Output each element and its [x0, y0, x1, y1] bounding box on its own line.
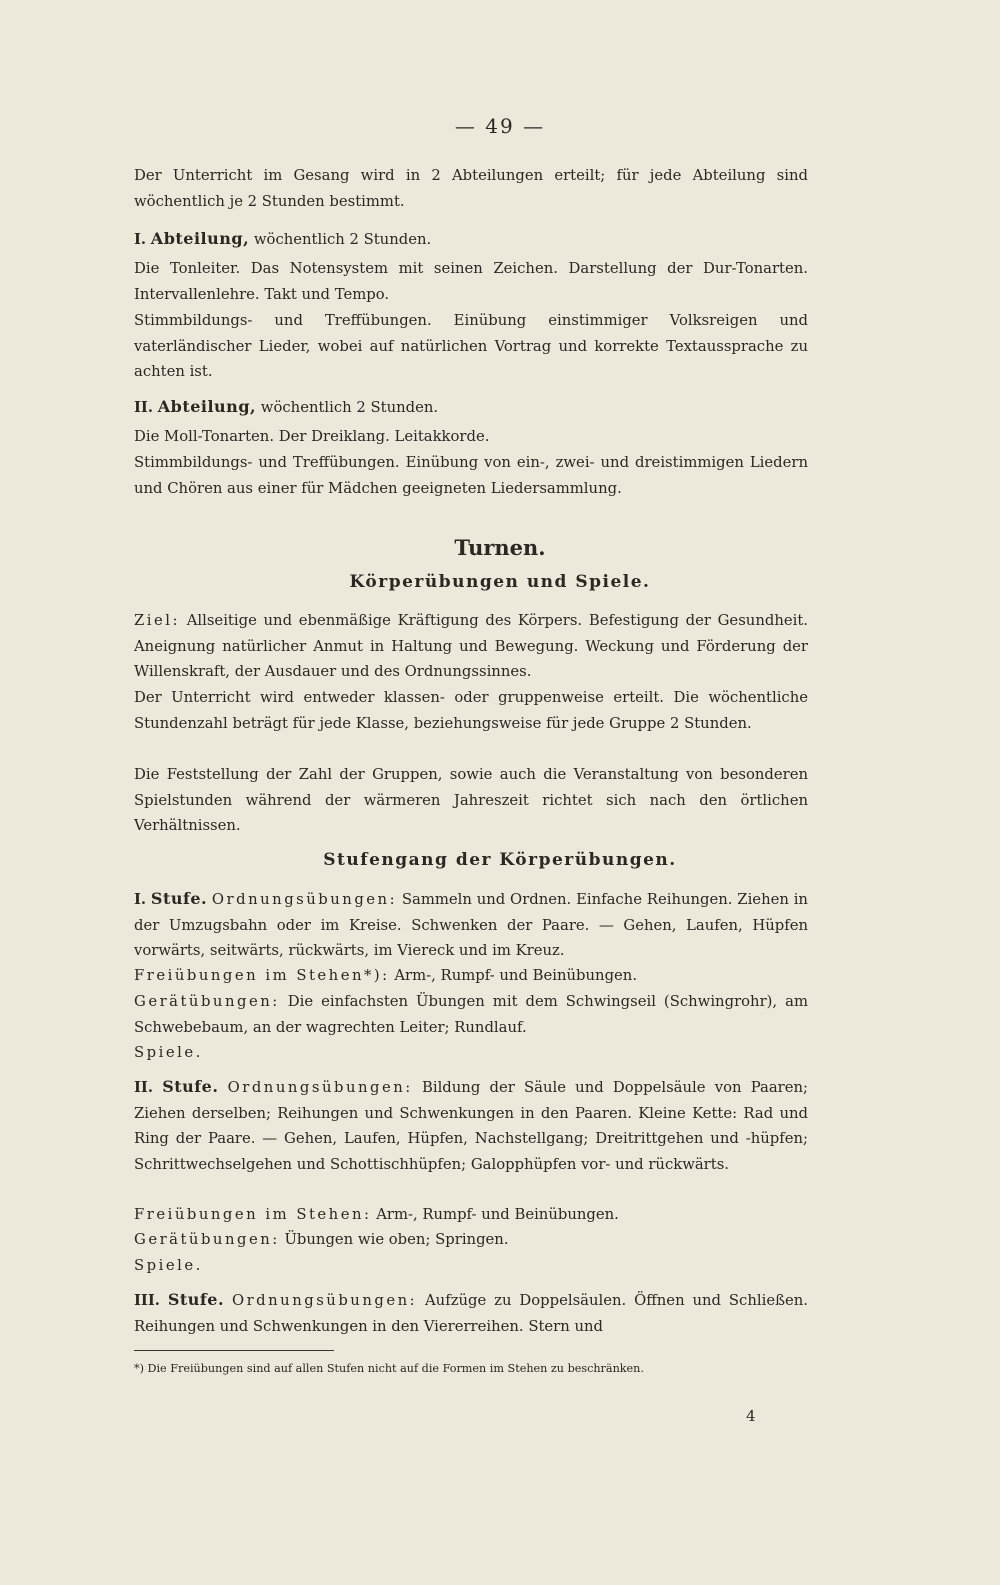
stufe1-frei-text: Arm-, Rumpf- und Beinübungen.: [394, 967, 638, 984]
stufe2-ord-label: Ordnungsübungen:: [227, 1079, 413, 1096]
feststellung-paragraph: [134, 762, 808, 839]
abteilung-2-p1: [134, 424, 808, 450]
stufe2-ger-text: Übungen wie oben; Springen.: [284, 1231, 509, 1248]
abt2-rest: wöchentlich 2 Stunden.: [260, 399, 439, 416]
ziel-text: Allseitige und ebenmäßige Kräftigung des Körpers. Befestigung der Gesundheit. Aneignung natürlicher Anmut in Haltung und Bewegung. Weckung und Förderung der Willenskraft, der Ausdauer und des Ordnungssinnes.: [134, 612, 808, 681]
stufe-1-frei: [134, 963, 808, 989]
stufe1-ger-text: Die einfachsten Übungen mit dem Schwingseil (Schwingrohr), am Schwebebaum, an der wagrechten Leiter; Rundlauf.: [134, 993, 808, 1036]
intro-text: Der Unterricht im Gesang wird in 2 Abteilungen erteilt; für jede Abteilung sind wöchentlich je 2 Stunden bestimmt.: [134, 167, 808, 210]
stufe1-roman: I.: [134, 891, 147, 908]
section-title-turnen: Turnen.: [454, 535, 546, 560]
abteilung-1-heading: [134, 226, 808, 253]
feststellung-text: Die Feststellung der Zahl der Gruppen, sowie auch die Veranstaltung von besonderen Spielstunden während der wärmeren Jahreszeit richtet sich nach den örtlichen Verhältnissen.: [134, 766, 808, 835]
abt1-p1-text: Die Tonleiter. Das Notensystem mit seinen Zeichen. Darstellung der Dur-Tonarten. Intervallenlehre. Takt und Tempo.: [134, 260, 808, 303]
stufe2-title: Stufe.: [162, 1077, 219, 1096]
stufe-1-geraet: [134, 989, 808, 1040]
intro-paragraph: [134, 163, 808, 214]
stufe-2-geraet: [134, 1227, 808, 1253]
footnote: *) Die Freiübungen sind auf allen Stufen nicht auf die Formen im Stehen zu beschränken.: [134, 1362, 644, 1375]
footnote-rule: [134, 1350, 334, 1351]
subtitle-stufengang: Stufengang der Körperübungen.: [323, 850, 677, 870]
abt2-p2-text: Stimmbildungs- und Treffübungen. Einübung von ein-, zwei- und dreistimmigen Liedern und Chören aus einer für Mädchen geeigneten Liedersammlung.: [134, 454, 808, 497]
abt1-rest: wöchentlich 2 Stunden.: [253, 231, 432, 248]
abt2-roman: II.: [134, 399, 153, 416]
ziel-paragraph: [134, 608, 808, 685]
subtitle-koerperuebungen: Körperübungen und Spiele.: [349, 572, 651, 592]
stufe1-ord-text: Sammeln und Ordnen. Einfache Reihungen. Ziehen in der Umzugsbahn oder im Kreise. Schwenken der Paare. — Gehen, Laufen, Hüpfen vorwärts, seitwärts, rückwärts, im Viereck und im Kreuz.: [134, 891, 808, 960]
stufe2-frei-label: Freiübungen im Stehen:: [134, 1206, 372, 1223]
abt2-p1-text: Die Moll-Tonarten. Der Dreiklang. Leitakkorde.: [134, 428, 490, 445]
stufe-3-ordnung: [134, 1287, 808, 1339]
abteilung-1-p1: [134, 256, 808, 307]
page-number: — 49 —: [454, 114, 546, 138]
abteilung-2-heading: [134, 394, 808, 421]
stufe2-roman: II.: [134, 1079, 153, 1096]
stufe3-ord-text: Aufzüge zu Doppelsäulen. Öffnen und Schließen. Reihungen und Schwenkungen in den Viererreihen. Stern und: [134, 1292, 808, 1335]
abt1-title: Abteilung,: [150, 229, 250, 248]
abt1-p2-text: Stimmbildungs- und Treffübungen. Einübung einstimmiger Volksreigen und vaterländischer Lieder, wobei auf natürlichen Vortrag und korrekte Textaussprache zu achten ist.: [134, 312, 808, 381]
abt1-roman: I.: [134, 231, 147, 248]
stufe2-ord-text: Bildung der Säule und Doppelsäule von Paaren; Ziehen derselben; Reihungen und Schwenkungen in den Paaren. Kleine Kette: Rad und Ring der Paare. — Gehen, Laufen, Hüpfen, Nachstellgang; Dreitrittgehen und -hüpfen; Schrittwechselgehen und Schottischhüpfen; Galopphüpfen vor- und rückwärts.: [134, 1079, 808, 1173]
abt2-title: Abteilung,: [157, 397, 257, 416]
stufe-2-ordnung: [134, 1074, 808, 1177]
stufe1-ger-label: Gerätübungen:: [134, 993, 280, 1010]
stufe3-ord-label: Ordnungsübungen:: [231, 1292, 418, 1309]
stufe1-title: Stufe.: [150, 889, 208, 908]
signature-mark: 4: [746, 1407, 756, 1425]
stufe1-ord-label: Ordnungsübungen:: [211, 891, 398, 908]
abteilung-2-p2: [134, 450, 808, 501]
stufe3-title: Stufe.: [167, 1290, 225, 1309]
stufe-1-spiele: Spiele.: [134, 1044, 203, 1061]
unterricht-paragraph: [134, 685, 808, 736]
stufe2-ger-label: Gerätübungen:: [134, 1231, 280, 1248]
stufe2-frei-text: Arm-, Rumpf- und Beinübungen.: [376, 1206, 619, 1223]
unterricht-text: Der Unterricht wird entweder klassen- oder gruppenweise erteilt. Die wöchentliche Stundenzahl beträgt für jede Klasse, beziehungsweise für jede Gruppe 2 Stunden.: [134, 689, 808, 732]
stufe-2-frei: [134, 1202, 808, 1228]
ziel-label: Ziel:: [134, 612, 180, 629]
stufe-1-ordnung: [134, 886, 808, 964]
stufe-2-spiele: Spiele.: [134, 1257, 203, 1274]
stufe1-frei-label: Freiübungen im Stehen*):: [134, 967, 390, 984]
stufe3-roman: III.: [134, 1292, 160, 1309]
abteilung-1-p2: [134, 308, 808, 385]
